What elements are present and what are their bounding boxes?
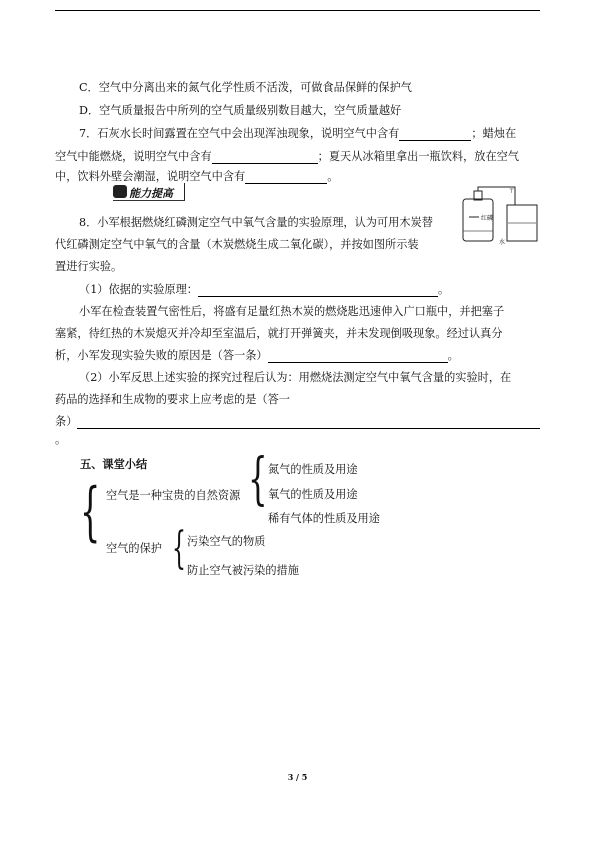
q7-text-e: 中，饮料外壁会潮湿，说明空气中含有 bbox=[55, 170, 246, 183]
paragraph-text-c: 析，小军发现实验失败的原因是（答一条） bbox=[55, 349, 268, 362]
brace-left-main: { bbox=[80, 475, 101, 549]
question-8-part2-line3 bbox=[55, 413, 540, 429]
question-7-line1 bbox=[79, 125, 516, 141]
summary-group-1: 空气是一种宝贵的自然资源 bbox=[106, 489, 241, 502]
q7-text-b: ；蜡烛在 bbox=[471, 127, 517, 140]
paragraph-line1: 小军在检查装置气密性后，将盛有足量红热木炭的燃烧匙迅速伸入广口瓶中，并把塞子 bbox=[79, 305, 505, 318]
option-c: C．空气中分离出来的氮气化学性质不活泼，可做食品保鲜的保护气 bbox=[79, 81, 412, 94]
answer-blank[interactable] bbox=[399, 128, 471, 141]
answer-blank[interactable] bbox=[77, 416, 540, 429]
q7-text-d: ；夏天从冰箱里拿出一瓶饮料，放在空气 bbox=[317, 150, 520, 163]
question-8-line3: 置进行实验。 bbox=[55, 260, 123, 273]
brace-right-group2: { bbox=[172, 523, 186, 574]
answer-blank[interactable] bbox=[268, 350, 448, 363]
answer-blank[interactable] bbox=[212, 151, 318, 164]
figure-clamp-mark: ⊤ bbox=[509, 188, 515, 195]
q7-text-a: 7．石灰水长时间露置在空气中会出现浑浊现象，说明空气中含有 bbox=[79, 127, 400, 140]
q8-part2-text-c: 条） bbox=[55, 415, 78, 428]
header-rule bbox=[55, 10, 540, 11]
question-8-line2: 代红磷测定空气中氧气的含量（木炭燃烧生成二氧化碳），并按如图所示装 bbox=[55, 238, 419, 251]
summary-item-1-1: 氮气的性质及用途 bbox=[268, 463, 358, 476]
summary-item-2-1: 污染空气的物质 bbox=[187, 535, 266, 548]
q7-text-c: 空气中能燃烧，说明空气中含有 bbox=[55, 150, 212, 163]
summary-heading: 五、课堂小结 bbox=[80, 457, 148, 471]
badge-icon bbox=[113, 185, 127, 198]
question-8-part1 bbox=[79, 281, 449, 297]
badge-label: 能力提高 bbox=[129, 187, 173, 200]
summary-item-1-3: 稀有气体的性质及用途 bbox=[268, 512, 380, 525]
question-7-line2 bbox=[55, 148, 519, 164]
page-number: 3 / 5 bbox=[287, 772, 308, 782]
option-d: D．空气质量报告中所列的空气质量级别数目越大，空气质量越好 bbox=[79, 104, 402, 117]
figure-label-phosphorus: 红磷 bbox=[481, 215, 494, 222]
summary-group-2: 空气的保护 bbox=[106, 542, 162, 555]
apparatus-figure bbox=[459, 185, 544, 245]
summary-item-1-2: 氧气的性质及用途 bbox=[268, 488, 358, 501]
question-8-line1: 8．小军根据燃烧红磷测定空气中氧气含量的实验原理，认为可用木炭替 bbox=[79, 216, 433, 229]
paragraph-end: 。 bbox=[447, 349, 459, 362]
question-8-part2-line1: （2）小军反思上述实验的探究过程后认为：用燃烧法测定空气中氧气含量的实验时，在 bbox=[79, 371, 512, 384]
summary-item-2-2: 防止空气被污染的措施 bbox=[187, 564, 299, 577]
figure-label-water: 水 bbox=[499, 239, 506, 245]
brace-right-group1: { bbox=[248, 447, 268, 512]
paragraph-line2: 塞紧，待红热的木炭熄灭并冷却至室温后，就打开弹簧夹，并未发现倒吸现象。经过认真分 bbox=[55, 327, 503, 340]
q8-part1-text: （1）依据的实验原理： bbox=[79, 283, 198, 296]
section-badge bbox=[113, 183, 185, 201]
badge-divider bbox=[184, 183, 185, 200]
q8-part1-end: 。 bbox=[438, 283, 450, 296]
question-8-part2-line2: 药品的选择和生成物的要求上应考虑的是（答一 bbox=[55, 393, 290, 406]
q7-text-f: 。 bbox=[327, 170, 339, 183]
answer-blank[interactable] bbox=[245, 171, 327, 184]
answer-blank[interactable] bbox=[198, 284, 438, 297]
paragraph-line3 bbox=[55, 347, 459, 363]
question-7-line3 bbox=[55, 168, 338, 184]
question-8-part2-end: 。 bbox=[55, 433, 67, 446]
